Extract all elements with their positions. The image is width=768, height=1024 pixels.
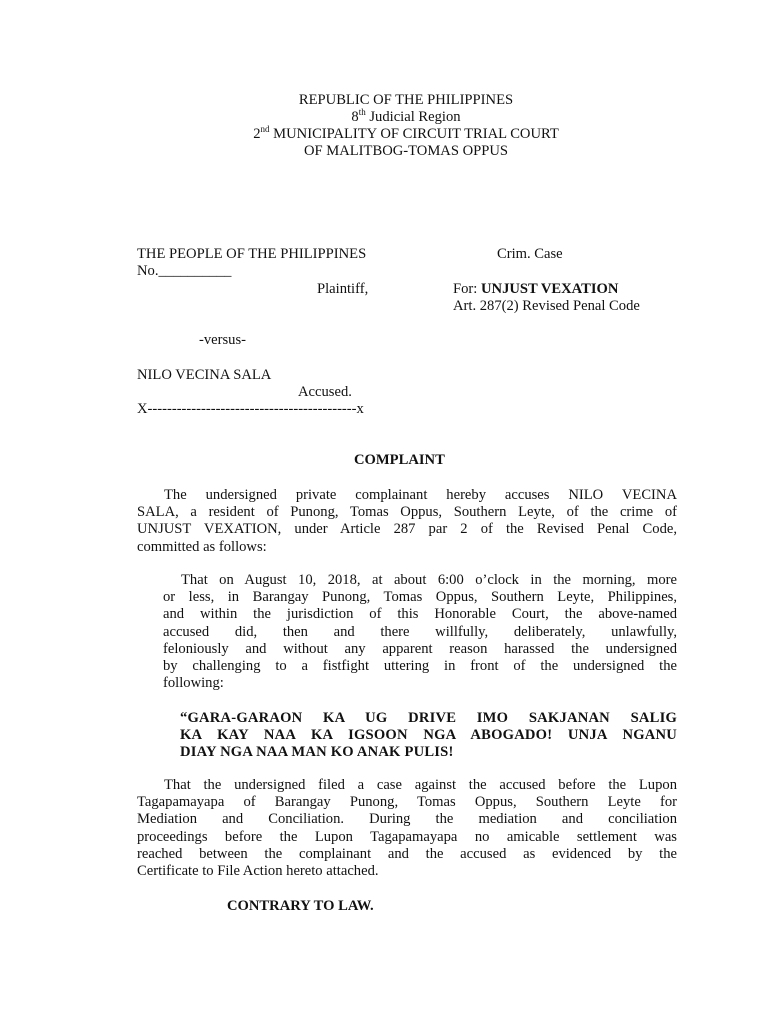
caption-offense <box>453 281 618 298</box>
paragraph-line: accused did, then and there willfully, deliberately, unlawfully, <box>163 623 677 640</box>
caption-people: THE PEOPLE OF THE PHILIPPINES <box>137 246 367 262</box>
header-judicial-region <box>0 109 768 126</box>
caption-separator: X-------------------------------------------x <box>137 401 364 417</box>
header-court-number: 2 <box>253 126 261 142</box>
header-municipality: OF MALITBOG-TOMAS OPPUS <box>303 143 509 159</box>
caption-plaintiff: Plaintiff, <box>317 281 369 297</box>
quoted-utterance <box>180 710 677 762</box>
paragraph-line: Tagapamayapa of Barangay Punong, Tomas Oppus, Southern Leyte for <box>137 794 677 811</box>
paragraph-line: Certificate to File Action hereto attached. <box>137 863 379 880</box>
header-court-suffix: nd <box>260 124 270 135</box>
paragraph-line: following: <box>163 675 224 692</box>
quote-line: “GARA-GARAON KA UG DRIVE IMO SAKJANAN SALIG <box>180 710 677 726</box>
paragraph-line: committed as follows: <box>137 538 267 555</box>
closing-contrary-to-law: CONTRARY TO LAW. <box>227 898 374 914</box>
paragraph-line: UNJUST VEXATION, under Article 287 par 2 of the Revised Penal Code, <box>137 521 677 538</box>
header-republic: REPUBLIC OF THE PHILIPPINES <box>298 92 514 108</box>
header-region-suffix: th <box>358 107 366 118</box>
header-region-number: 8 <box>351 109 359 125</box>
paragraph-accusation <box>137 487 677 556</box>
paragraph-mediation <box>137 777 677 880</box>
caption-accused-label: Accused. <box>298 384 352 400</box>
quote-line: DIAY NGA NAA MAN KO ANAK PULIS! <box>180 744 454 761</box>
caption-offense-name: UNJUST VEXATION <box>480 281 619 297</box>
paragraph-line: Mediation and Conciliation. During the mediation and conciliation <box>137 811 677 828</box>
caption-crim-case: Crim. Case <box>497 246 563 262</box>
header-court-text: MUNICIPALITY OF CIRCUIT TRIAL COURT <box>269 126 559 142</box>
document-title: COMPLAINT <box>354 452 445 468</box>
header-court <box>0 126 768 143</box>
quote-line: KA KAY NAA KA IGSOON NGA ABOGADO! UNJA NGANU <box>180 727 677 744</box>
paragraph-line: The undersigned private complainant hereby accuses NILO VECINA <box>164 487 677 503</box>
caption-article: Art. 287(2) Revised Penal Code <box>453 298 640 314</box>
paragraph-line: That the undersigned filed a case against the accused before the Lupon <box>164 777 677 793</box>
caption-accused-name: NILO VECINA SALA <box>137 367 272 383</box>
caption-versus: -versus- <box>199 332 247 348</box>
paragraph-line: SALA, a resident of Punong, Tomas Oppus, Southern Leyte, of the crime of <box>137 504 677 521</box>
paragraph-line: by challenging to a fistfight uttering in front of the undersigned the <box>163 658 677 675</box>
caption-case-number: No.__________ <box>137 263 232 279</box>
paragraph-line: feloniously and without any apparent reason harassed the undersigned <box>163 640 677 657</box>
paragraph-facts <box>163 572 677 692</box>
header-region-text: Judicial Region <box>365 109 461 125</box>
paragraph-line: proceedings before the Lupon Tagapamayapa no amicable settlement was <box>137 828 677 845</box>
paragraph-line: reached between the complainant and the accused as evidenced by the <box>137 845 677 862</box>
paragraph-line: That on August 10, 2018, at about 6:00 o’clock in the morning, more <box>181 572 677 588</box>
paragraph-line: or less, in Barangay Punong, Tomas Oppus, Southern Leyte, Philippines, <box>163 589 677 606</box>
caption-for-label: For: <box>453 281 481 297</box>
paragraph-line: and within the jurisdiction of this Honorable Court, the above-named <box>163 606 677 623</box>
